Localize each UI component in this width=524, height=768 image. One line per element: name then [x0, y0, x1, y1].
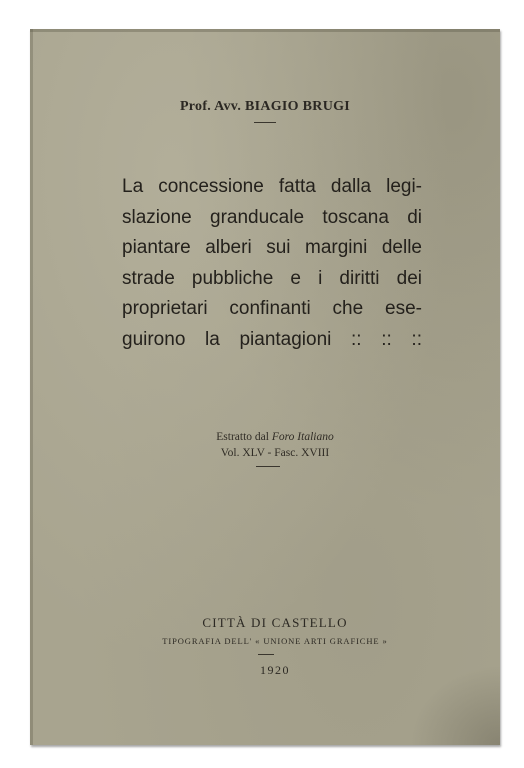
extract-divider — [256, 466, 280, 467]
author-name: Prof. Avv. BIAGIO BRUGI — [179, 99, 351, 114]
title-line-2: slazione granducale toscana di — [122, 206, 422, 228]
extract-note — [30, 429, 500, 461]
title-line-3: piantare alberi sui margini delle — [122, 237, 422, 258]
extract-source — [50, 429, 500, 445]
booklet-title — [122, 172, 422, 355]
title-line-6: guirono la piantagioni :: :: :: — [122, 328, 422, 350]
extract-volume: Vol. XLV - Fasc. XVIII — [220, 447, 330, 459]
extract-journal: Foro Italiano — [271, 431, 334, 443]
publication-city: CITTÀ DI CASTELLO — [202, 615, 348, 630]
title-line-4: strade pubbliche e i diritti dei — [122, 267, 422, 289]
booklet-cover — [30, 29, 500, 745]
year-divider — [258, 654, 274, 655]
extract-prefix: Estratto dal — [216, 431, 269, 443]
cover-top-edge — [30, 29, 500, 32]
title-line-1: La concessione fatta dalla legi- — [122, 176, 422, 197]
publication-year: 1920 — [260, 663, 290, 677]
author-divider — [254, 122, 276, 123]
title-line-5: proprietari confinanti che ese- — [122, 298, 422, 319]
paper-stain — [410, 665, 500, 745]
printer-name: TIPOGRAFIA DELL' « UNIONE ARTI GRAFICHE » — [162, 636, 388, 646]
